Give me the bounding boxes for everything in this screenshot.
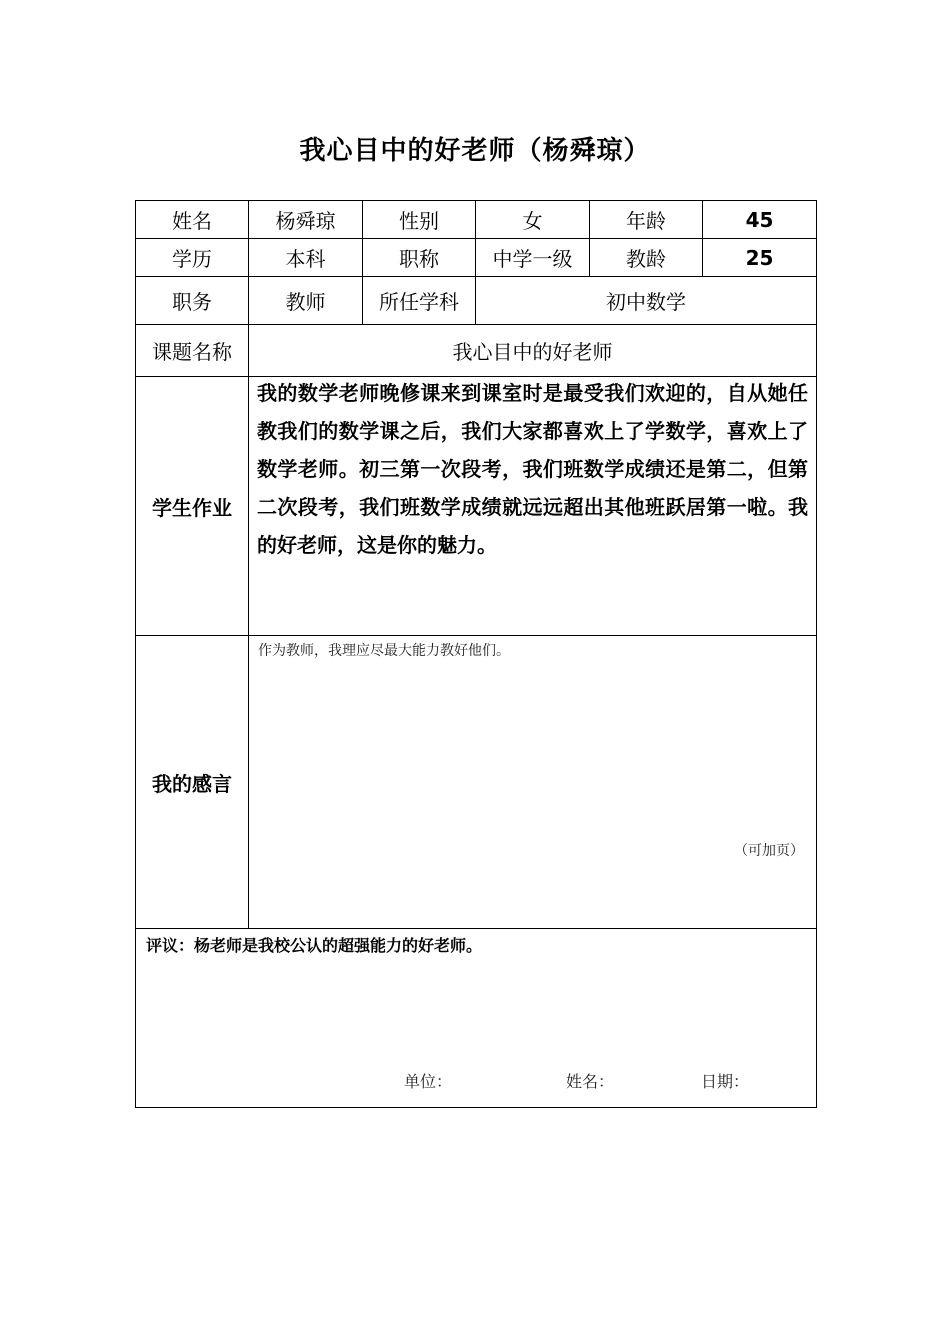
rank-label: 职称 bbox=[363, 239, 476, 277]
comment-text: 评议：杨老师是我校公认的超强能力的好老师。 bbox=[146, 936, 483, 955]
gender-value: 女 bbox=[476, 201, 590, 239]
topic-label: 课题名称 bbox=[136, 325, 249, 377]
signer-name-label: 姓名： bbox=[566, 1072, 615, 1091]
duty-label: 职务 bbox=[136, 277, 249, 325]
unit-label: 单位： bbox=[404, 1072, 453, 1091]
education-value: 本科 bbox=[249, 239, 363, 277]
subject-value: 初中数学 bbox=[476, 277, 817, 325]
reflection-label: 我的感言 bbox=[136, 636, 249, 929]
page-title: 我心目中的好老师（杨舜琼） bbox=[299, 136, 651, 166]
rank-value: 中学一级 bbox=[476, 239, 590, 277]
add-page-note: （可加页） bbox=[734, 843, 804, 859]
homework-text: 我的数学老师晚修课来到课室时是最受我们欢迎的，自从她任教我们的数学课之后，我们大家都喜欢上了学数学，喜欢上了数学老师。初三第一次段考，我们班数学成绩还是第二，但第二次段考，我们班数学成绩就远远超出其他班跃居第一啦。我的好老师，这是你的魅力。 bbox=[257, 381, 808, 557]
row-reflection bbox=[136, 636, 817, 929]
homework-label: 学生作业 bbox=[136, 377, 249, 636]
row-homework bbox=[136, 377, 817, 636]
subject-label: 所任学科 bbox=[363, 277, 476, 325]
education-label: 学历 bbox=[136, 239, 249, 277]
homework-cell bbox=[249, 377, 817, 636]
teacher-form-table bbox=[135, 200, 817, 1108]
reflection-cell bbox=[249, 636, 817, 929]
row-basic-1 bbox=[136, 201, 817, 239]
topic-value: 我心目中的好老师 bbox=[249, 325, 817, 377]
age-label: 年龄 bbox=[590, 201, 703, 239]
row-topic bbox=[136, 325, 817, 377]
reflection-text: 作为教师，我理应尽最大能力教好他们。 bbox=[258, 643, 510, 659]
teach-years-label: 教龄 bbox=[590, 239, 703, 277]
row-comment bbox=[136, 929, 817, 1108]
name-label: 姓名 bbox=[136, 201, 249, 239]
teach-years-value: 25 bbox=[703, 239, 817, 277]
duty-value: 教师 bbox=[249, 277, 363, 325]
name-value: 杨舜琼 bbox=[249, 201, 363, 239]
row-basic-3 bbox=[136, 277, 817, 325]
age-value: 45 bbox=[703, 201, 817, 239]
gender-label: 性别 bbox=[363, 201, 476, 239]
row-basic-2 bbox=[136, 239, 817, 277]
date-label: 日期： bbox=[701, 1072, 750, 1091]
comment-cell bbox=[136, 929, 817, 1108]
